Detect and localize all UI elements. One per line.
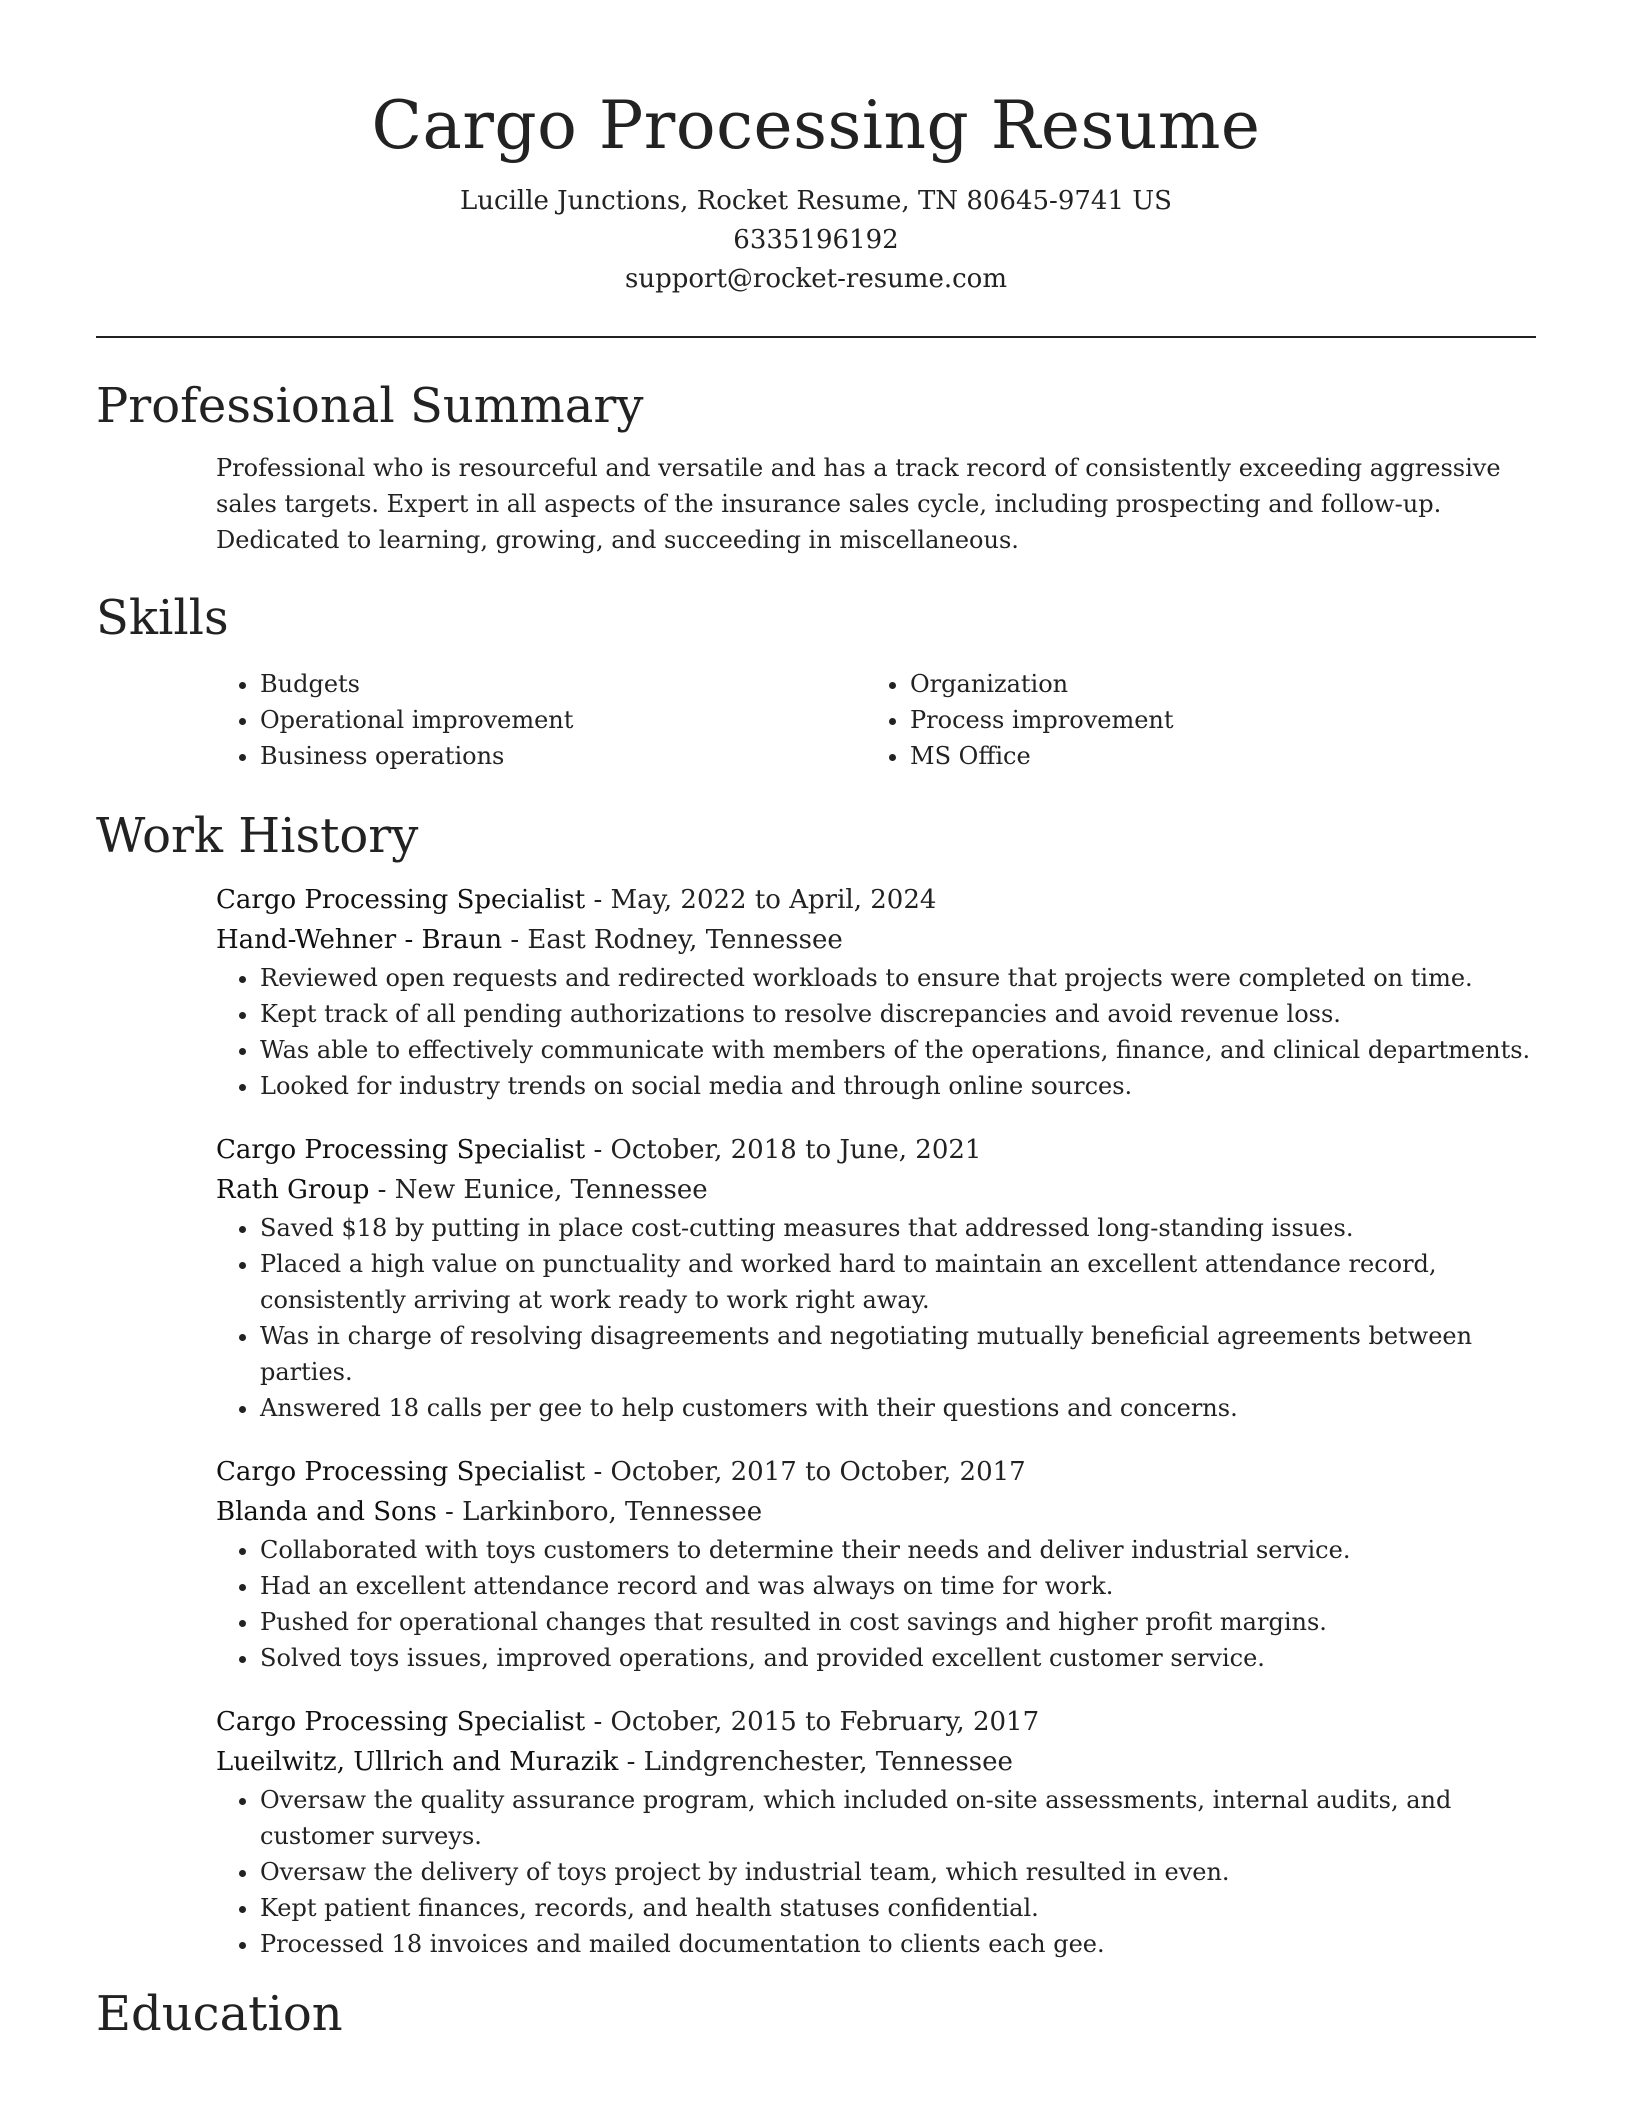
- section-title-summary: Professional Summary: [96, 378, 644, 434]
- job-bullet: • Saved $18 by putting in place cost-cutting measures that addressed long-standing issues.: [260, 1210, 1536, 1246]
- skill-item: • Process improvement: [910, 702, 1516, 738]
- job-company-line: [216, 1492, 1536, 1532]
- job-bullet: • Looked for industry trends on social media and through online sources.: [260, 1068, 1536, 1104]
- job-company: Rath Group: [216, 1175, 370, 1205]
- job-title: Cargo Processing Specialist: [216, 1707, 586, 1737]
- job-bullet: • Placed a high value on punctuality and worked hard to maintain an excellent attendance record, consistently arriving at work ready to work right away.: [260, 1246, 1536, 1318]
- header-divider: [96, 336, 1536, 338]
- job-bullet: • Reviewed open requests and redirected workloads to ensure that projects were completed on time.: [260, 960, 1536, 996]
- contact-phone: 6335196192: [733, 225, 899, 255]
- job-title: Cargo Processing Specialist: [216, 885, 586, 915]
- skills-list-right: [866, 666, 1516, 774]
- job-dates: - October, 2017 to October, 2017: [585, 1457, 1026, 1487]
- contact-address: Lucille Junctions, Rocket Resume, TN 80645-9741 US: [460, 186, 1172, 216]
- job-bullet: • Solved toys issues, improved operations, and provided excellent customer service.: [260, 1640, 1536, 1676]
- skills-grid: [216, 666, 1536, 774]
- job-entry: [216, 1452, 1536, 1676]
- section-title-education: Education: [96, 1986, 343, 2042]
- skill-item: • Business operations: [260, 738, 866, 774]
- job-entry: [216, 1130, 1536, 1426]
- job-company: Lueilwitz, Ullrich and Murazik: [216, 1747, 619, 1777]
- job-bullets: [216, 1782, 1536, 1962]
- contact-email: support@rocket-resume.com: [624, 264, 1007, 294]
- job-title-line: [216, 880, 1536, 920]
- section-title-work-history: Work History: [96, 808, 419, 864]
- skill-item: • MS Office: [910, 738, 1516, 774]
- job-bullet: • Answered 18 calls per gee to help customers with their questions and concerns.: [260, 1390, 1536, 1426]
- job-company-line: [216, 1170, 1536, 1210]
- contact-block: [96, 182, 1536, 299]
- resume-title: Cargo Processing Resume: [371, 87, 1261, 164]
- job-bullet: • Was in charge of resolving disagreements and negotiating mutually beneficial agreements between parties.: [260, 1318, 1536, 1390]
- job-bullet: • Collaborated with toys customers to determine their needs and deliver industrial service.: [260, 1532, 1536, 1568]
- job-dates: - October, 2018 to June, 2021: [585, 1135, 982, 1165]
- job-bullet: • Processed 18 invoices and mailed documentation to clients each gee.: [260, 1926, 1536, 1962]
- job-bullets: [216, 1532, 1536, 1676]
- job-company: Hand-Wehner - Braun: [216, 925, 503, 955]
- job-bullet: • Was able to effectively communicate with members of the operations, finance, and clinical departments.: [260, 1032, 1536, 1068]
- job-location: - East Rodney, Tennessee: [502, 925, 843, 955]
- summary-text: Professional who is resourceful and versatile and has a track record of consistently exceeding aggressive sales targets. Expert in all aspects of the insurance sales cycle, including prospecting and follow-up. Dedicated to learning, growing, and succeeding in miscellaneous.: [216, 454, 1501, 554]
- job-dates: - May, 2022 to April, 2024: [585, 885, 937, 915]
- job-title: Cargo Processing Specialist: [216, 1457, 586, 1487]
- job-company-line: [216, 920, 1536, 960]
- resume-header: [96, 0, 1536, 299]
- job-company-line: [216, 1742, 1536, 1782]
- job-location: - New Eunice, Tennessee: [369, 1175, 708, 1205]
- job-dates: - October, 2015 to February, 2017: [585, 1707, 1040, 1737]
- job-location: - Lindgrenchester, Tennessee: [618, 1747, 1013, 1777]
- job-title-line: [216, 1130, 1536, 1170]
- job-title-line: [216, 1702, 1536, 1742]
- skills-list-left: [216, 666, 866, 774]
- job-entry: [216, 1702, 1536, 1962]
- job-bullet: • Oversaw the delivery of toys project by industrial team, which resulted in even.: [260, 1854, 1536, 1890]
- job-bullet: • Kept patient finances, records, and health statuses confidential.: [260, 1890, 1536, 1926]
- skill-item: • Operational improvement: [260, 702, 866, 738]
- job-bullet: • Pushed for operational changes that resulted in cost savings and higher profit margins.: [260, 1604, 1536, 1640]
- job-company: Blanda and Sons: [216, 1497, 437, 1527]
- skill-item: • Budgets: [260, 666, 866, 702]
- job-bullets: [216, 960, 1536, 1104]
- job-bullet: • Kept track of all pending authorizations to resolve discrepancies and avoid revenue loss.: [260, 996, 1536, 1032]
- job-entry: [216, 880, 1536, 1104]
- resume-page: [96, 0, 1536, 2046]
- job-title: Cargo Processing Specialist: [216, 1135, 586, 1165]
- job-location: - Larkinboro, Tennessee: [436, 1497, 763, 1527]
- job-title-line: [216, 1452, 1536, 1492]
- job-bullet: • Oversaw the quality assurance program, which included on-site assessments, internal audits, and customer surveys.: [260, 1782, 1536, 1854]
- job-bullets: [216, 1210, 1536, 1426]
- skill-item: • Organization: [910, 666, 1516, 702]
- job-bullet: • Had an excellent attendance record and was always on time for work.: [260, 1568, 1536, 1604]
- section-title-skills: Skills: [96, 590, 229, 646]
